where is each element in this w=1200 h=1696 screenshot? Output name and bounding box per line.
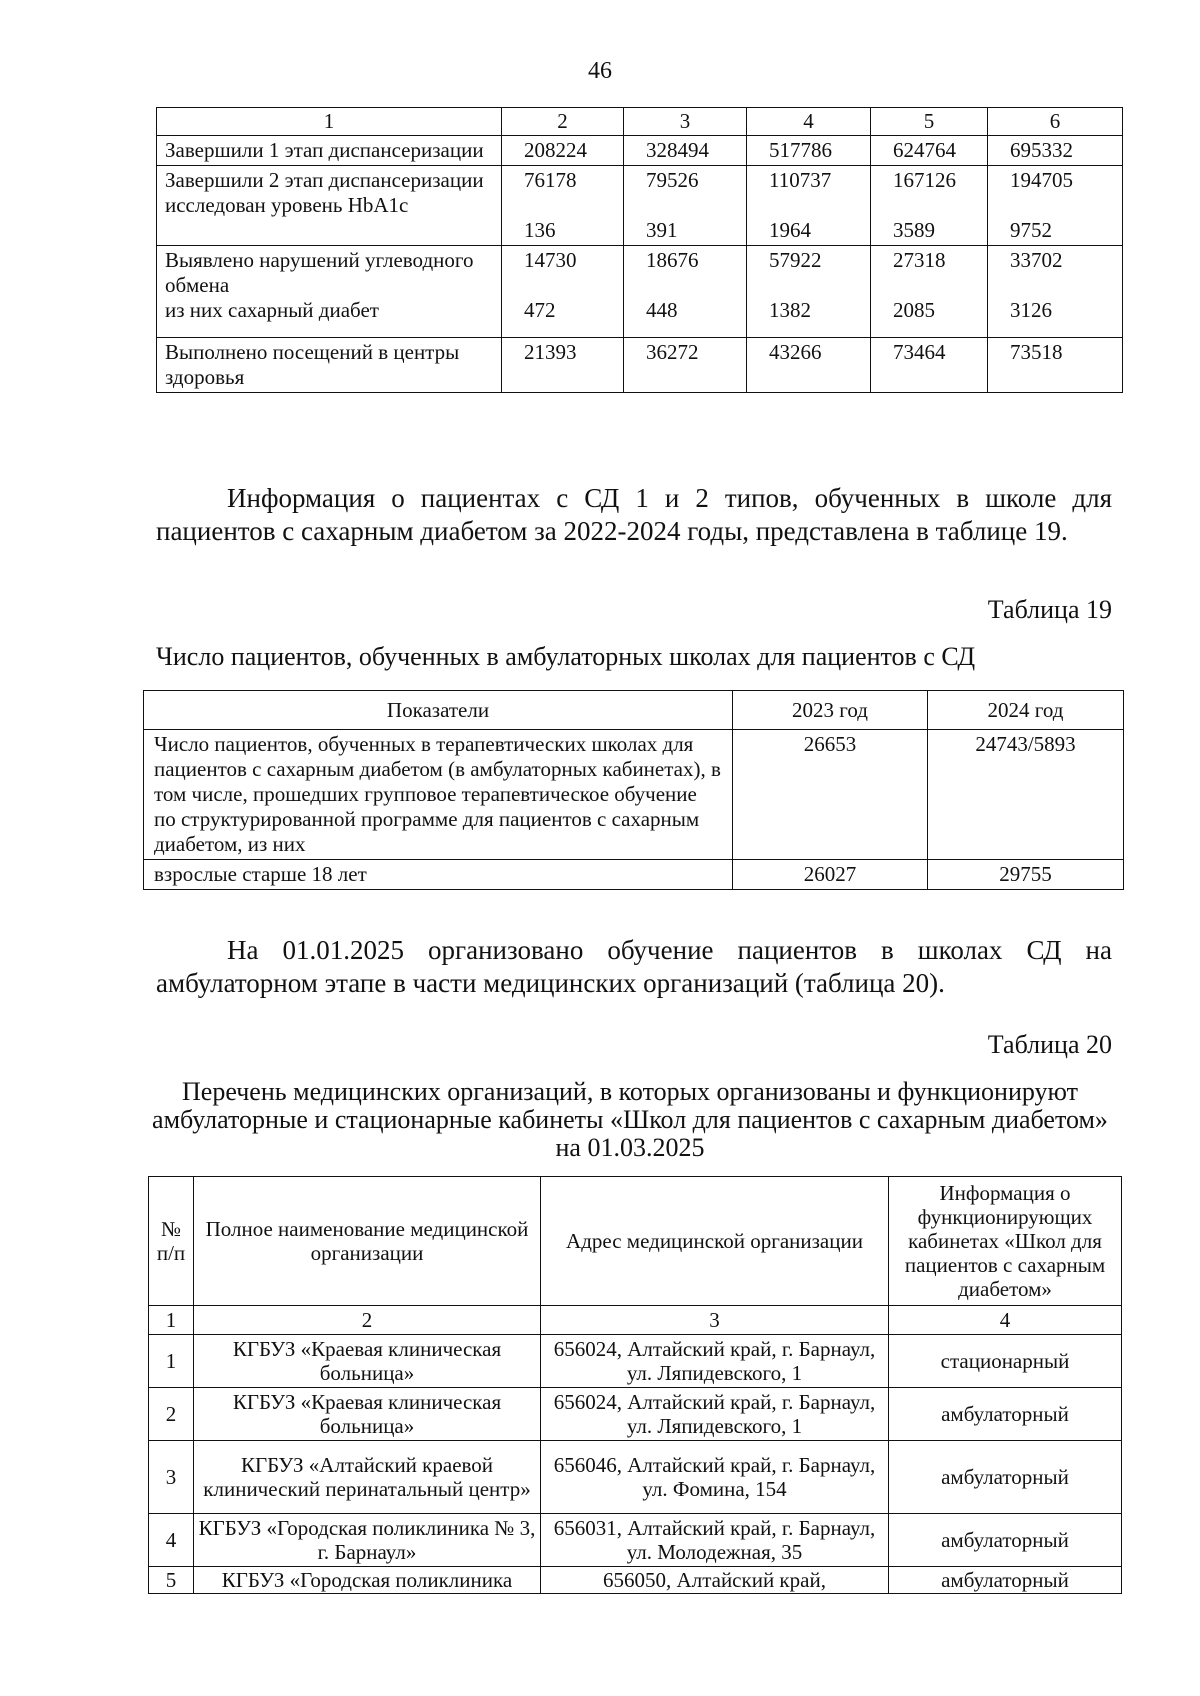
cell-value: 76178 <box>524 168 577 192</box>
row-label: Завершили 1 этап диспансеризации <box>157 136 502 166</box>
cabinet-type: амбулаторный <box>889 1514 1122 1567</box>
row-number: 4 <box>149 1514 194 1567</box>
row-label: Число пациентов, обученных в терапевтических школах для пациентов с сахарным диабетом (в амбулаторных кабинетах), в том числе, прошедших групповое терапевтическое обучение по структурированной программе для пациентов с сахарным диабетом, из них <box>144 730 733 860</box>
cell-pair <box>747 166 871 246</box>
table-row <box>149 1567 1122 1594</box>
table20-caption: Таблица 20 <box>987 1030 1112 1059</box>
row-label: Выполнено посещений в центры здоровья <box>157 338 502 393</box>
cell-value: 27318 <box>893 248 946 272</box>
column-header: Адрес медицинской организации <box>541 1177 889 1306</box>
table-row <box>144 860 1124 890</box>
organization-address: 656024, Алтайский край, г. Барнаул, ул. Ляпидевского, 1 <box>541 1335 889 1388</box>
header-row <box>144 691 1124 730</box>
organization-name: КГБУЗ «Городская поликлиника <box>194 1567 541 1594</box>
column-number: 3 <box>541 1306 889 1335</box>
organization-name: КГБУЗ «Краевая клиническая больница» <box>194 1388 541 1441</box>
cell-value: 695332 <box>988 136 1123 166</box>
cell-pair <box>502 246 624 338</box>
table-row <box>149 1441 1122 1514</box>
cabinet-type: амбулаторный <box>889 1388 1122 1441</box>
cell-value: 14730 <box>524 248 577 272</box>
cell-value: 21393 <box>502 338 624 393</box>
column-header: 2024 год <box>928 691 1124 730</box>
cell-subvalue: 391 <box>646 218 678 242</box>
table-row <box>149 1388 1122 1441</box>
cell-value: 36272 <box>624 338 747 393</box>
cell-value: 73464 <box>871 338 988 393</box>
cell-subvalue: 3589 <box>893 218 935 242</box>
table-row <box>157 338 1123 393</box>
cell-subvalue: 1382 <box>769 298 811 322</box>
cell-pair <box>988 246 1123 338</box>
organization-address: 656031, Алтайский край, г. Барнаул, ул. Молодежная, 35 <box>541 1514 889 1567</box>
table19 <box>143 690 1124 890</box>
paragraph-intro-table20: На 01.01.2025 организовано обучение пациентов в школах СД на амбулаторном этапе в части медицинских организаций (таблица 20). <box>156 935 1112 998</box>
table-row <box>157 166 1123 246</box>
row-label-cell <box>157 246 502 338</box>
cell-pair <box>502 166 624 246</box>
table20 <box>148 1176 1122 1594</box>
cabinet-type: амбулаторный <box>889 1441 1122 1514</box>
column-number: 4 <box>889 1306 1122 1335</box>
table-row <box>157 246 1123 338</box>
row-label: Выявлено нарушений углеводного обмена <box>165 248 474 297</box>
cell-pair <box>871 166 988 246</box>
column-header: 2023 год <box>733 691 928 730</box>
column-header: Полное наименование медицинской организации <box>194 1177 541 1306</box>
cell-value: 624764 <box>871 136 988 166</box>
column-header: Показатели <box>144 691 733 730</box>
organization-address: 656046, Алтайский край, г. Барнаул, ул. Фомина, 154 <box>541 1441 889 1514</box>
table19-title: Число пациентов, обученных в амбулаторных школах для пациентов с СД <box>156 642 976 671</box>
row-number: 1 <box>149 1335 194 1388</box>
cell-subvalue: 448 <box>646 298 678 322</box>
dispensary-table <box>156 107 1123 393</box>
paragraph-intro-table19: Информация о пациентах с СД 1 и 2 типов, обученных в школе для пациентов с сахарным диабетом за 2022-2024 годы, представлена в таблице 19. <box>156 483 1112 546</box>
column-header: 2 <box>502 108 624 136</box>
organization-address: 656050, Алтайский край, <box>541 1567 889 1594</box>
cell-subvalue: 2085 <box>893 298 935 322</box>
cell-value: 208224 <box>502 136 624 166</box>
cabinet-type: амбулаторный <box>889 1567 1122 1594</box>
cell-value: 33702 <box>1010 248 1063 272</box>
cell-value: 29755 <box>928 860 1124 890</box>
organization-address: 656024, Алтайский край, г. Барнаул, ул. Ляпидевского, 1 <box>541 1388 889 1441</box>
cell-pair <box>624 166 747 246</box>
cell-subvalue: 136 <box>524 218 556 242</box>
column-header: 6 <box>988 108 1123 136</box>
cell-value: 194705 <box>1010 168 1073 192</box>
column-header: 3 <box>624 108 747 136</box>
cell-value: 73518 <box>988 338 1123 393</box>
column-header: 1 <box>157 108 502 136</box>
row-sublabel: из них сахарный диабет <box>165 298 379 322</box>
table20-title: Перечень медицинских организаций, в которых организованы и функционируют амбулаторные и стационарные кабинеты «Школ для пациентов с сахарным диабетом» на 01.03.2025 <box>152 1077 1108 1162</box>
row-sublabel: исследован уровень HbA1c <box>165 193 409 217</box>
cell-value: 167126 <box>893 168 956 192</box>
cell-subvalue: 1964 <box>769 218 811 242</box>
cell-value: 43266 <box>747 338 871 393</box>
cell-value: 26653 <box>733 730 928 860</box>
column-header: Информация о функционирующих кабинетах «Школ для пациентов с сахарным диабетом» <box>889 1177 1122 1306</box>
column-header: № п/п <box>149 1177 194 1306</box>
page-number: 46 <box>588 58 612 84</box>
table-row <box>144 730 1124 860</box>
organization-name: КГБУЗ «Алтайский краевой клинический перинатальный центр» <box>194 1441 541 1514</box>
row-number: 3 <box>149 1441 194 1514</box>
cell-value: 26027 <box>733 860 928 890</box>
column-number: 2 <box>194 1306 541 1335</box>
cell-subvalue: 472 <box>524 298 556 322</box>
row-label: взрослые старше 18 лет <box>144 860 733 890</box>
cell-value: 110737 <box>769 168 832 192</box>
column-number-row <box>149 1306 1122 1335</box>
cell-value: 57922 <box>769 248 822 272</box>
cell-pair <box>871 246 988 338</box>
column-header: 5 <box>871 108 988 136</box>
column-number: 1 <box>149 1306 194 1335</box>
cell-value: 18676 <box>646 248 699 272</box>
cell-value: 79526 <box>646 168 699 192</box>
table-row <box>149 1335 1122 1388</box>
row-label: Завершили 2 этап диспансеризации <box>165 168 484 192</box>
cabinet-type: стационарный <box>889 1335 1122 1388</box>
cell-subvalue: 3126 <box>1010 298 1052 322</box>
cell-value: 328494 <box>624 136 747 166</box>
table-row <box>149 1514 1122 1567</box>
header-row <box>157 108 1123 136</box>
organization-name: КГБУЗ «Городская поликлиника № 3, г. Барнаул» <box>194 1514 541 1567</box>
cell-subvalue: 9752 <box>1010 218 1052 242</box>
header-row <box>149 1177 1122 1306</box>
column-header: 4 <box>747 108 871 136</box>
table-row <box>157 136 1123 166</box>
cell-pair <box>747 246 871 338</box>
row-number: 5 <box>149 1567 194 1594</box>
cell-pair <box>988 166 1123 246</box>
cell-pair <box>624 246 747 338</box>
organization-name: КГБУЗ «Краевая клиническая больница» <box>194 1335 541 1388</box>
table19-caption: Таблица 19 <box>987 595 1112 624</box>
row-number: 2 <box>149 1388 194 1441</box>
cell-value: 24743/5893 <box>928 730 1124 860</box>
row-label-cell <box>157 166 502 246</box>
cell-value: 517786 <box>747 136 871 166</box>
